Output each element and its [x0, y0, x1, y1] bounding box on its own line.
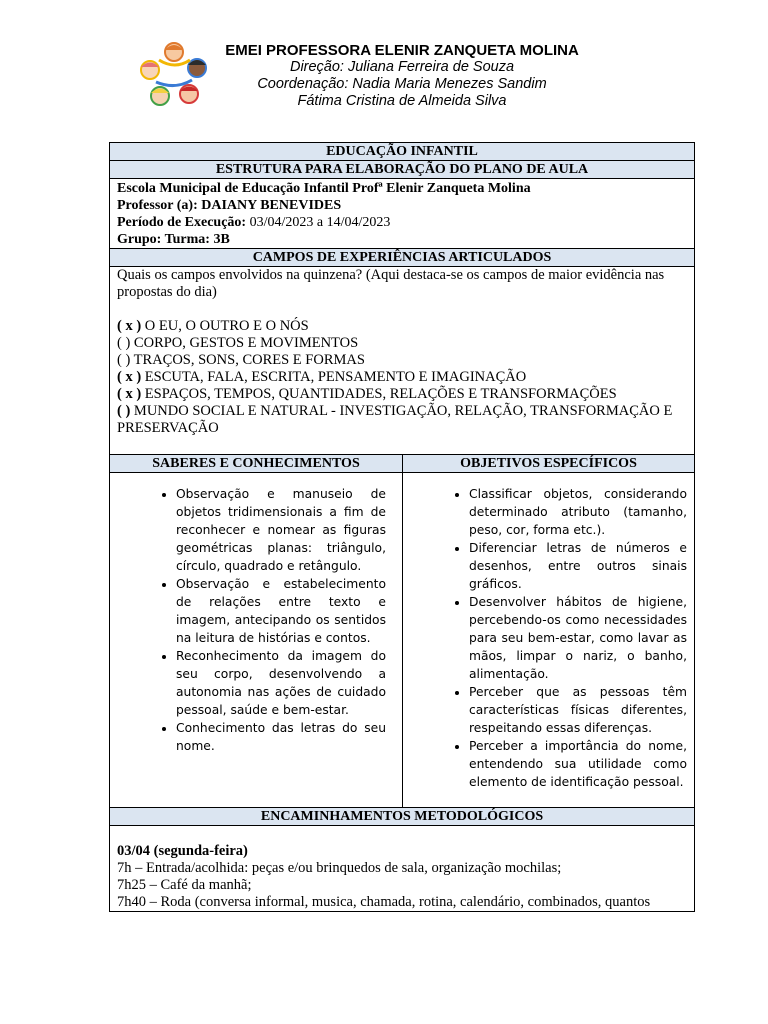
saberes-heading: SABERES E CONHECIMENTOS — [110, 455, 403, 473]
objetivos-cell — [403, 473, 695, 808]
period-label: Período de Execução: — [117, 215, 247, 230]
objetivos-heading: OBJETIVOS ESPECÍFICOS — [403, 455, 695, 473]
lesson-plan-table — [109, 142, 695, 912]
schedule-row: 7h – Entrada/acolhida: peças e/ou brinquedos de sala, organização mochilas; — [117, 860, 562, 876]
campo-item: ( ) CORPO, GESTOS E MOVIMENTOS — [117, 335, 359, 351]
direction-line: Direção: Juliana Ferreira de Souza — [289, 59, 515, 75]
campo-item: ( ) TRAÇOS, SONS, CORES E FORMAS — [117, 352, 365, 368]
saberes-cell — [110, 473, 403, 808]
campo-item: ( x ) ESCUTA, FALA, ESCRITA, PENSAMENTO E IMAGINAÇÃO — [117, 369, 527, 385]
objetivos-list — [449, 485, 687, 791]
title-structure: ESTRUTURA PARA ELABORAÇÃO DO PLANO DE AULA — [110, 161, 695, 179]
schedule-row: 7h40 – Roda (conversa informal, musica, chamada, rotina, calendário, combinados, quantos — [117, 894, 651, 910]
list-item: • Diferenciar letras de números e desenhos, entre outros sinais gráficos. — [469, 539, 687, 593]
title-education: EDUCAÇÃO INFANTIL — [110, 143, 695, 161]
campos-question: Quais os campos envolvidos na quinzena? (Aqui destaca-se os campos de maior evidência nas propostas do dia) — [117, 267, 665, 300]
list-item: • Reconhecimento da imagem do seu corpo, desenvolvendo a autonomia nas ações de cuidado pessoal, saúde e bem-estar. — [176, 647, 386, 719]
campos-section — [110, 267, 695, 455]
teacher-name: Professor (a): DAIANY BENEVIDES — [117, 198, 342, 213]
campo-item: ( x ) ESPAÇOS, TEMPOS, QUANTIDADES, RELAÇÕES E TRANSFORMAÇÕES — [117, 386, 617, 402]
list-item: • Classificar objetos, considerando determinado atributo (tamanho, peso, cor, forma etc.). — [469, 485, 687, 539]
saberes-list — [156, 485, 386, 755]
coordination-line-2: Fátima Cristina de Almeida Silva — [297, 93, 507, 109]
list-item: • Perceber que as pessoas têm características físicas diferentes, respeitando essas diferenças. — [469, 683, 687, 737]
list-item: • Perceber a importância do nome, entendendo sua utilidade como elemento de identificação pessoal. — [469, 737, 687, 791]
list-item: • Observação e manuseio de objetos tridimensionais a fim de reconhecer e nomear as figuras geométricas planas: triângulo, círculo, quadrado e retângulo. — [176, 485, 386, 575]
letterhead — [200, 42, 604, 110]
encaminhamentos-heading: ENCAMINHAMENTOS METODOLÓGICOS — [110, 808, 695, 826]
school-name: Escola Municipal de Educação Infantil Profª Elenir Zanqueta Molina — [117, 181, 531, 196]
period-value: 03/04/2023 a 14/04/2023 — [246, 215, 391, 230]
list-item: • Conhecimento das letras do seu nome. — [176, 719, 386, 755]
school-title: EMEI PROFESSORA ELENIR ZANQUETA MOLINA — [225, 42, 579, 59]
campo-item: ( ) MUNDO SOCIAL E NATURAL - INVESTIGAÇÃO, RELAÇÃO, TRANSFORMAÇÃO E PRESERVAÇÃO — [117, 403, 673, 436]
campos-heading: CAMPOS DE EXPERIÊNCIAS ARTICULADOS — [110, 249, 695, 267]
plan-info — [110, 179, 695, 249]
schedule-row: 7h25 – Café da manhã; — [117, 877, 252, 893]
coordination-line: Coordenação: Nadia Maria Menezes Sandim — [257, 76, 547, 92]
list-item: • Desenvolver hábitos de higiene, percebendo-os como necessidades para seu bem-estar, como lavar as mãos, limpar o nariz, o banho, alimentação. — [469, 593, 687, 683]
group-name: Grupo: Turma: 3B — [117, 232, 230, 247]
encaminhamentos-section — [110, 826, 695, 912]
day-title: 03/04 (segunda-feira) — [117, 843, 248, 859]
list-item: • Observação e estabelecimento de relações entre texto e imagem, antecipando os sentidos na leitura de histórias e contos. — [176, 575, 386, 647]
campo-item: ( x ) O EU, O OUTRO E O NÓS — [117, 318, 309, 334]
